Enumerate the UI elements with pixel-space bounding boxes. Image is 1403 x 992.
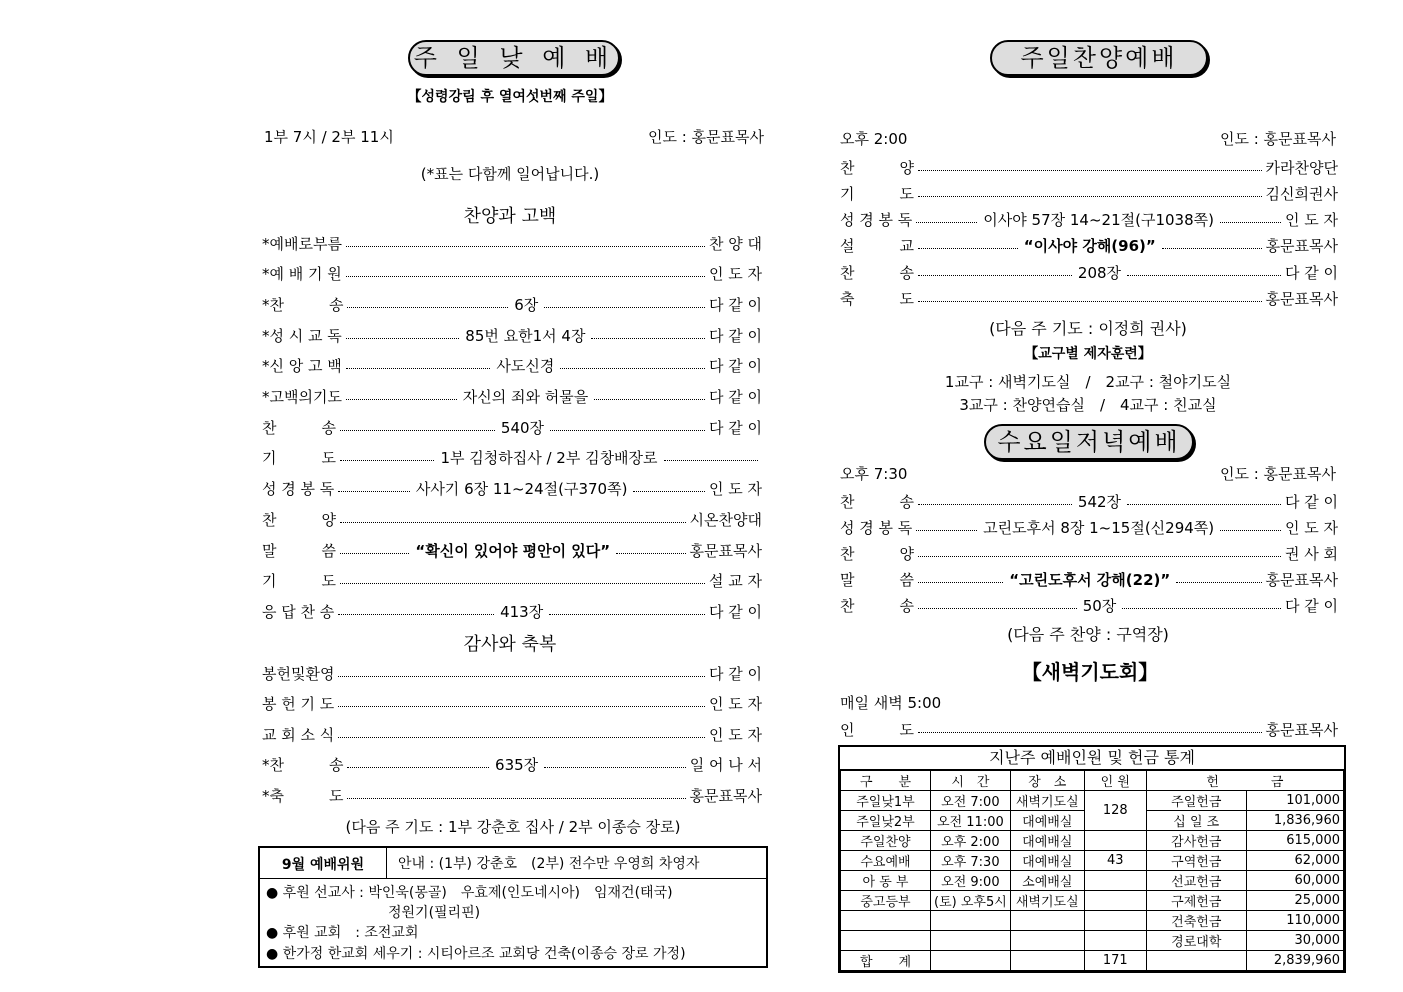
stats-row	[841, 891, 1344, 911]
order-person: 홍문표목사	[689, 541, 762, 560]
stats-cell: 128	[1084, 791, 1146, 831]
stats-cell: 대예배실	[1010, 811, 1084, 831]
order-detail: “이사야 강해(96)”	[1023, 237, 1156, 256]
order-row	[840, 542, 1338, 564]
training-title: 【교구별 제자훈련】	[1024, 346, 1152, 362]
order-detail: 208장	[1077, 263, 1122, 282]
stats-cell	[931, 931, 1011, 951]
stats-cell: (토) 오후5시	[931, 891, 1011, 911]
order-person: 인 도 자	[708, 480, 762, 499]
stats-cell: 중고등부	[841, 891, 931, 911]
order-person: 권 사 회	[1284, 544, 1338, 563]
stats-cell: 주일헌금	[1146, 791, 1246, 811]
order-row	[262, 600, 762, 622]
order-row	[840, 261, 1338, 283]
order-detail: 사도신경	[496, 357, 555, 376]
stats-table	[840, 770, 1344, 971]
stats-cell	[1084, 911, 1146, 931]
order-person: 인 도 자	[1284, 518, 1338, 537]
order-label: 찬 송	[840, 263, 914, 282]
stats-total-count: 171	[1084, 951, 1146, 971]
order-row	[262, 693, 762, 715]
order-detail: 사사기 6장 11~24절(구370쪽)	[415, 480, 628, 499]
order-label: 찬 송	[262, 418, 336, 437]
order-row	[262, 723, 762, 745]
stats-cell: 615,000	[1246, 831, 1343, 851]
order-person: 인 도 자	[708, 265, 762, 284]
stats-cell: 수요예배	[841, 851, 931, 871]
order-person: 다 같 이	[708, 357, 762, 376]
order-person: 다 같 이	[1284, 492, 1338, 511]
stats-header-cell: 장 소	[1010, 771, 1084, 791]
order-person: 다 같 이	[708, 664, 762, 683]
stats-row	[841, 911, 1344, 931]
order-row	[262, 293, 762, 315]
stats-cell: 주일찬양	[841, 831, 931, 851]
order-label: 찬 송	[840, 596, 914, 615]
order-row	[840, 182, 1338, 204]
stats-cell: 101,000	[1246, 791, 1343, 811]
stats-total-amount: 2,839,960	[1246, 951, 1343, 971]
order-row	[262, 324, 762, 346]
order-row	[262, 570, 762, 592]
stats-cell: 주일낮2부	[841, 811, 931, 831]
order-detail: 413장	[500, 602, 544, 621]
stats-cell: 소예배실	[1010, 871, 1084, 891]
stats-cell: 25,000	[1246, 891, 1343, 911]
order-detail: 540장	[500, 418, 545, 437]
left-subtitle: 【성령강림 후 열여섯번째 주일】	[407, 89, 613, 105]
order-row	[262, 447, 762, 469]
order-person: 다 같 이	[1285, 596, 1339, 615]
order-label: 말 씀	[840, 570, 914, 589]
order-person: 설 교 자	[708, 572, 762, 591]
right-title-2: 수요일저녁예배	[984, 424, 1194, 460]
right-time-2: 오후 7:30	[840, 465, 908, 483]
left-title: 주 일 낮 예 배	[408, 40, 620, 76]
order-detail: 542장	[1077, 492, 1122, 511]
right-leader-1: 인도 : 홍문표목사	[1219, 130, 1336, 148]
order-label: 성 경 봉 독	[840, 518, 913, 537]
order-row	[840, 235, 1338, 257]
order-person: 다 같 이	[1284, 263, 1338, 282]
stats-cell: 아 동 부	[841, 871, 931, 891]
stats-table-box	[838, 745, 1346, 973]
order-label: 기 도	[262, 572, 336, 591]
order-detail: “고린도후서 강해(22)”	[1009, 570, 1171, 589]
order-person: 일 어 나 서	[689, 756, 762, 774]
committee-text: 안내 : (1부) 강춘호 (2부) 전수만 우영희 차영자	[398, 856, 700, 872]
training-line-1: 1교구 : 새벽기도실 / 2교구 : 철야기도실	[944, 373, 1232, 391]
stats-cell	[1084, 831, 1146, 851]
order-label: 설 교	[840, 237, 914, 256]
committee-box	[258, 846, 768, 968]
order-row	[262, 754, 762, 776]
order-row	[262, 263, 762, 285]
order-person: 홍문표목사	[689, 786, 762, 805]
stats-cell	[841, 931, 931, 951]
order-detail: 고린도후서 8장 1~15절(신294쪽)	[983, 518, 1215, 537]
dawn-item	[840, 718, 1338, 740]
stats-header-cell: 인 원	[1084, 771, 1146, 791]
order-label: *신 앙 고 백	[262, 357, 342, 376]
stats-row	[841, 851, 1344, 871]
order-label: 찬 양	[840, 158, 914, 177]
right-leader-2: 인도 : 홍문표목사	[1219, 465, 1336, 483]
order-person: 인 도 자	[1284, 211, 1338, 230]
order-label: *고백의기도	[262, 388, 342, 406]
stats-cell: 십 일 조	[1146, 811, 1246, 831]
order-person: 다 같 이	[708, 388, 762, 406]
stats-cell: 43	[1084, 851, 1146, 871]
order-label: *예배로부름	[262, 234, 342, 253]
order-label: 말 씀	[262, 541, 336, 560]
stats-row	[841, 791, 1344, 811]
order-person: 홍문표목사	[1265, 237, 1339, 256]
order-detail: 자신의 죄와 허물을	[462, 388, 589, 406]
order-label: *찬 송	[262, 295, 344, 314]
order-person: 시온찬양대	[689, 510, 762, 529]
dawn-item-right: 홍문표목사	[1265, 720, 1338, 739]
order-row	[262, 508, 762, 530]
training-line-2: 3교구 : 찬양연습실 / 4교구 : 친교실	[959, 396, 1217, 414]
order-row	[840, 288, 1338, 310]
stats-cell: 새벽기도실	[1010, 791, 1084, 811]
committee-label: 9월 예배위원	[281, 857, 365, 873]
left-times: 1부 7시 / 2부 11시	[264, 128, 394, 146]
dawn-item-label: 인 도	[840, 720, 914, 739]
stats-header-cell: 구 분	[841, 771, 931, 791]
order-detail: 6장	[514, 295, 539, 314]
left-note: (*표는 다함께 일어납니다.)	[420, 165, 600, 183]
stats-cell: 구제헌금	[1146, 891, 1246, 911]
order-person: 김신희권사	[1265, 184, 1338, 203]
order-detail: 이사야 57장 14~21절(구1038쪽)	[983, 211, 1214, 230]
order-person: 찬 양 대	[708, 234, 762, 253]
stats-cell: 62,000	[1246, 851, 1343, 871]
order-person: 다 같 이	[709, 326, 763, 345]
order-label: 성 경 봉 독	[262, 480, 335, 499]
order-person: 다 같 이	[708, 602, 762, 621]
order-row	[840, 568, 1338, 590]
stats-cell: 1,836,960	[1246, 811, 1343, 831]
order-row	[262, 232, 762, 254]
stats-header-cell: 시 간	[931, 771, 1011, 791]
mission-line-3: ● 후원 교회 : 조전교회	[266, 925, 419, 941]
order-row	[262, 355, 762, 377]
order-detail: 50장	[1082, 596, 1117, 615]
order-row	[840, 516, 1338, 538]
order-label: 교 회 소 식	[262, 725, 335, 744]
order-label: 봉 헌 기 도	[262, 695, 335, 713]
stats-cell	[931, 911, 1011, 931]
order-detail: 85번 요한1서 4장	[465, 326, 586, 345]
stats-cell: 구역헌금	[1146, 851, 1246, 871]
stats-cell: 건축헌금	[1146, 911, 1246, 931]
section-thanks: 감사와 축복	[463, 634, 557, 655]
left-leader: 인도 : 홍문표목사	[647, 128, 764, 146]
stats-cell	[1084, 931, 1146, 951]
order-row	[262, 662, 762, 684]
stats-cell: 오전 7:00	[931, 791, 1011, 811]
stats-cell: 주일낮1부	[841, 791, 931, 811]
order-row	[840, 594, 1338, 616]
order-label: 기 도	[840, 184, 914, 203]
order-person: 인 도 자	[708, 725, 762, 744]
stats-cell: 새벽기도실	[1010, 891, 1084, 911]
mission-line-2: 정원기(필리핀)	[388, 905, 481, 921]
stats-row	[841, 931, 1344, 951]
stats-cell	[1010, 911, 1084, 931]
order-row	[262, 386, 762, 408]
stats-title: 지난주 예배인원 및 헌금 통계	[840, 747, 1344, 770]
order-detail: 635장	[495, 756, 539, 774]
right-title-1: 주일찬양예배	[990, 40, 1208, 76]
order-label: 봉헌및환영	[262, 664, 335, 683]
stats-cell: 오전 11:00	[931, 811, 1011, 831]
order-detail: 1부 김청하집사 / 2부 김창배장로	[440, 449, 658, 468]
stats-row	[841, 871, 1344, 891]
order-label: *찬 송	[262, 756, 344, 774]
stats-cell: 대예배실	[1010, 851, 1084, 871]
right-time-1: 오후 2:00	[840, 130, 908, 148]
order-row	[262, 416, 762, 438]
stats-cell: 감사헌금	[1146, 831, 1246, 851]
order-label: *축 도	[262, 786, 344, 805]
order-label: 기 도	[262, 449, 336, 468]
order-person: 다 같 이	[709, 295, 763, 314]
order-label: 축 도	[840, 290, 914, 308]
order-row	[262, 478, 762, 500]
mission-line-4: ● 한가정 한교회 세우기 : 시티아르조 교회당 건축(이종승 장로 가정)	[266, 946, 686, 962]
order-person: 다 같 이	[708, 418, 762, 437]
stats-cell: 110,000	[1246, 911, 1343, 931]
stats-cell: 오후 2:00	[931, 831, 1011, 851]
order-row	[262, 784, 762, 806]
order-row	[840, 490, 1338, 512]
stats-cell	[1010, 931, 1084, 951]
stats-cell: 오전 9:00	[931, 871, 1011, 891]
order-label: 찬 송	[840, 492, 914, 511]
dawn-time: 매일 새벽 5:00	[840, 694, 942, 712]
stats-cell: 오후 7:30	[931, 851, 1011, 871]
stats-header-cell: 헌 금	[1146, 771, 1343, 791]
stats-cell: 경로대학	[1146, 931, 1246, 951]
order-label: 찬 양	[262, 510, 336, 529]
order-row	[840, 209, 1338, 231]
stats-cell: 선교헌금	[1146, 871, 1246, 891]
stats-cell: 대예배실	[1010, 831, 1084, 851]
stats-cell	[841, 911, 931, 931]
order-label: *예 배 기 원	[262, 265, 342, 284]
right-title-3: 【새벽기도회】	[1021, 660, 1159, 684]
order-row	[840, 156, 1338, 178]
stats-row	[841, 831, 1344, 851]
mission-line-1: ● 후원 선교사 : 박인욱(몽골) 우효제(인도네시아) 임재건(태국)	[266, 885, 673, 901]
order-label: 찬 양	[840, 544, 914, 563]
order-label: 성 경 봉 독	[840, 211, 913, 230]
order-label: *성 시 교 독	[262, 326, 342, 345]
order-person: 카라찬양단	[1265, 158, 1338, 177]
order-label: 응 답 찬 송	[262, 602, 335, 621]
stats-cell	[1084, 891, 1146, 911]
stats-total-label: 합 계	[841, 951, 931, 971]
order-detail: “확신이 있어야 평안이 있다”	[415, 541, 611, 560]
stats-cell: 60,000	[1246, 871, 1343, 891]
order-person: 인 도 자	[708, 695, 762, 713]
order-person: 홍문표목사	[1265, 290, 1338, 308]
right-next-1: (다음 주 기도 : 이정희 권사)	[989, 319, 1187, 338]
stats-cell	[1084, 871, 1146, 891]
left-next-prayer: (다음 주 기도 : 1부 강춘호 집사 / 2부 이종승 장로)	[345, 818, 681, 836]
order-row	[262, 539, 762, 561]
section-praise: 찬양과 고백	[463, 206, 557, 227]
stats-cell: 30,000	[1246, 931, 1343, 951]
right-next-2: (다음 주 찬양 : 구역장)	[1007, 625, 1169, 644]
order-person: 홍문표목사	[1265, 570, 1338, 589]
